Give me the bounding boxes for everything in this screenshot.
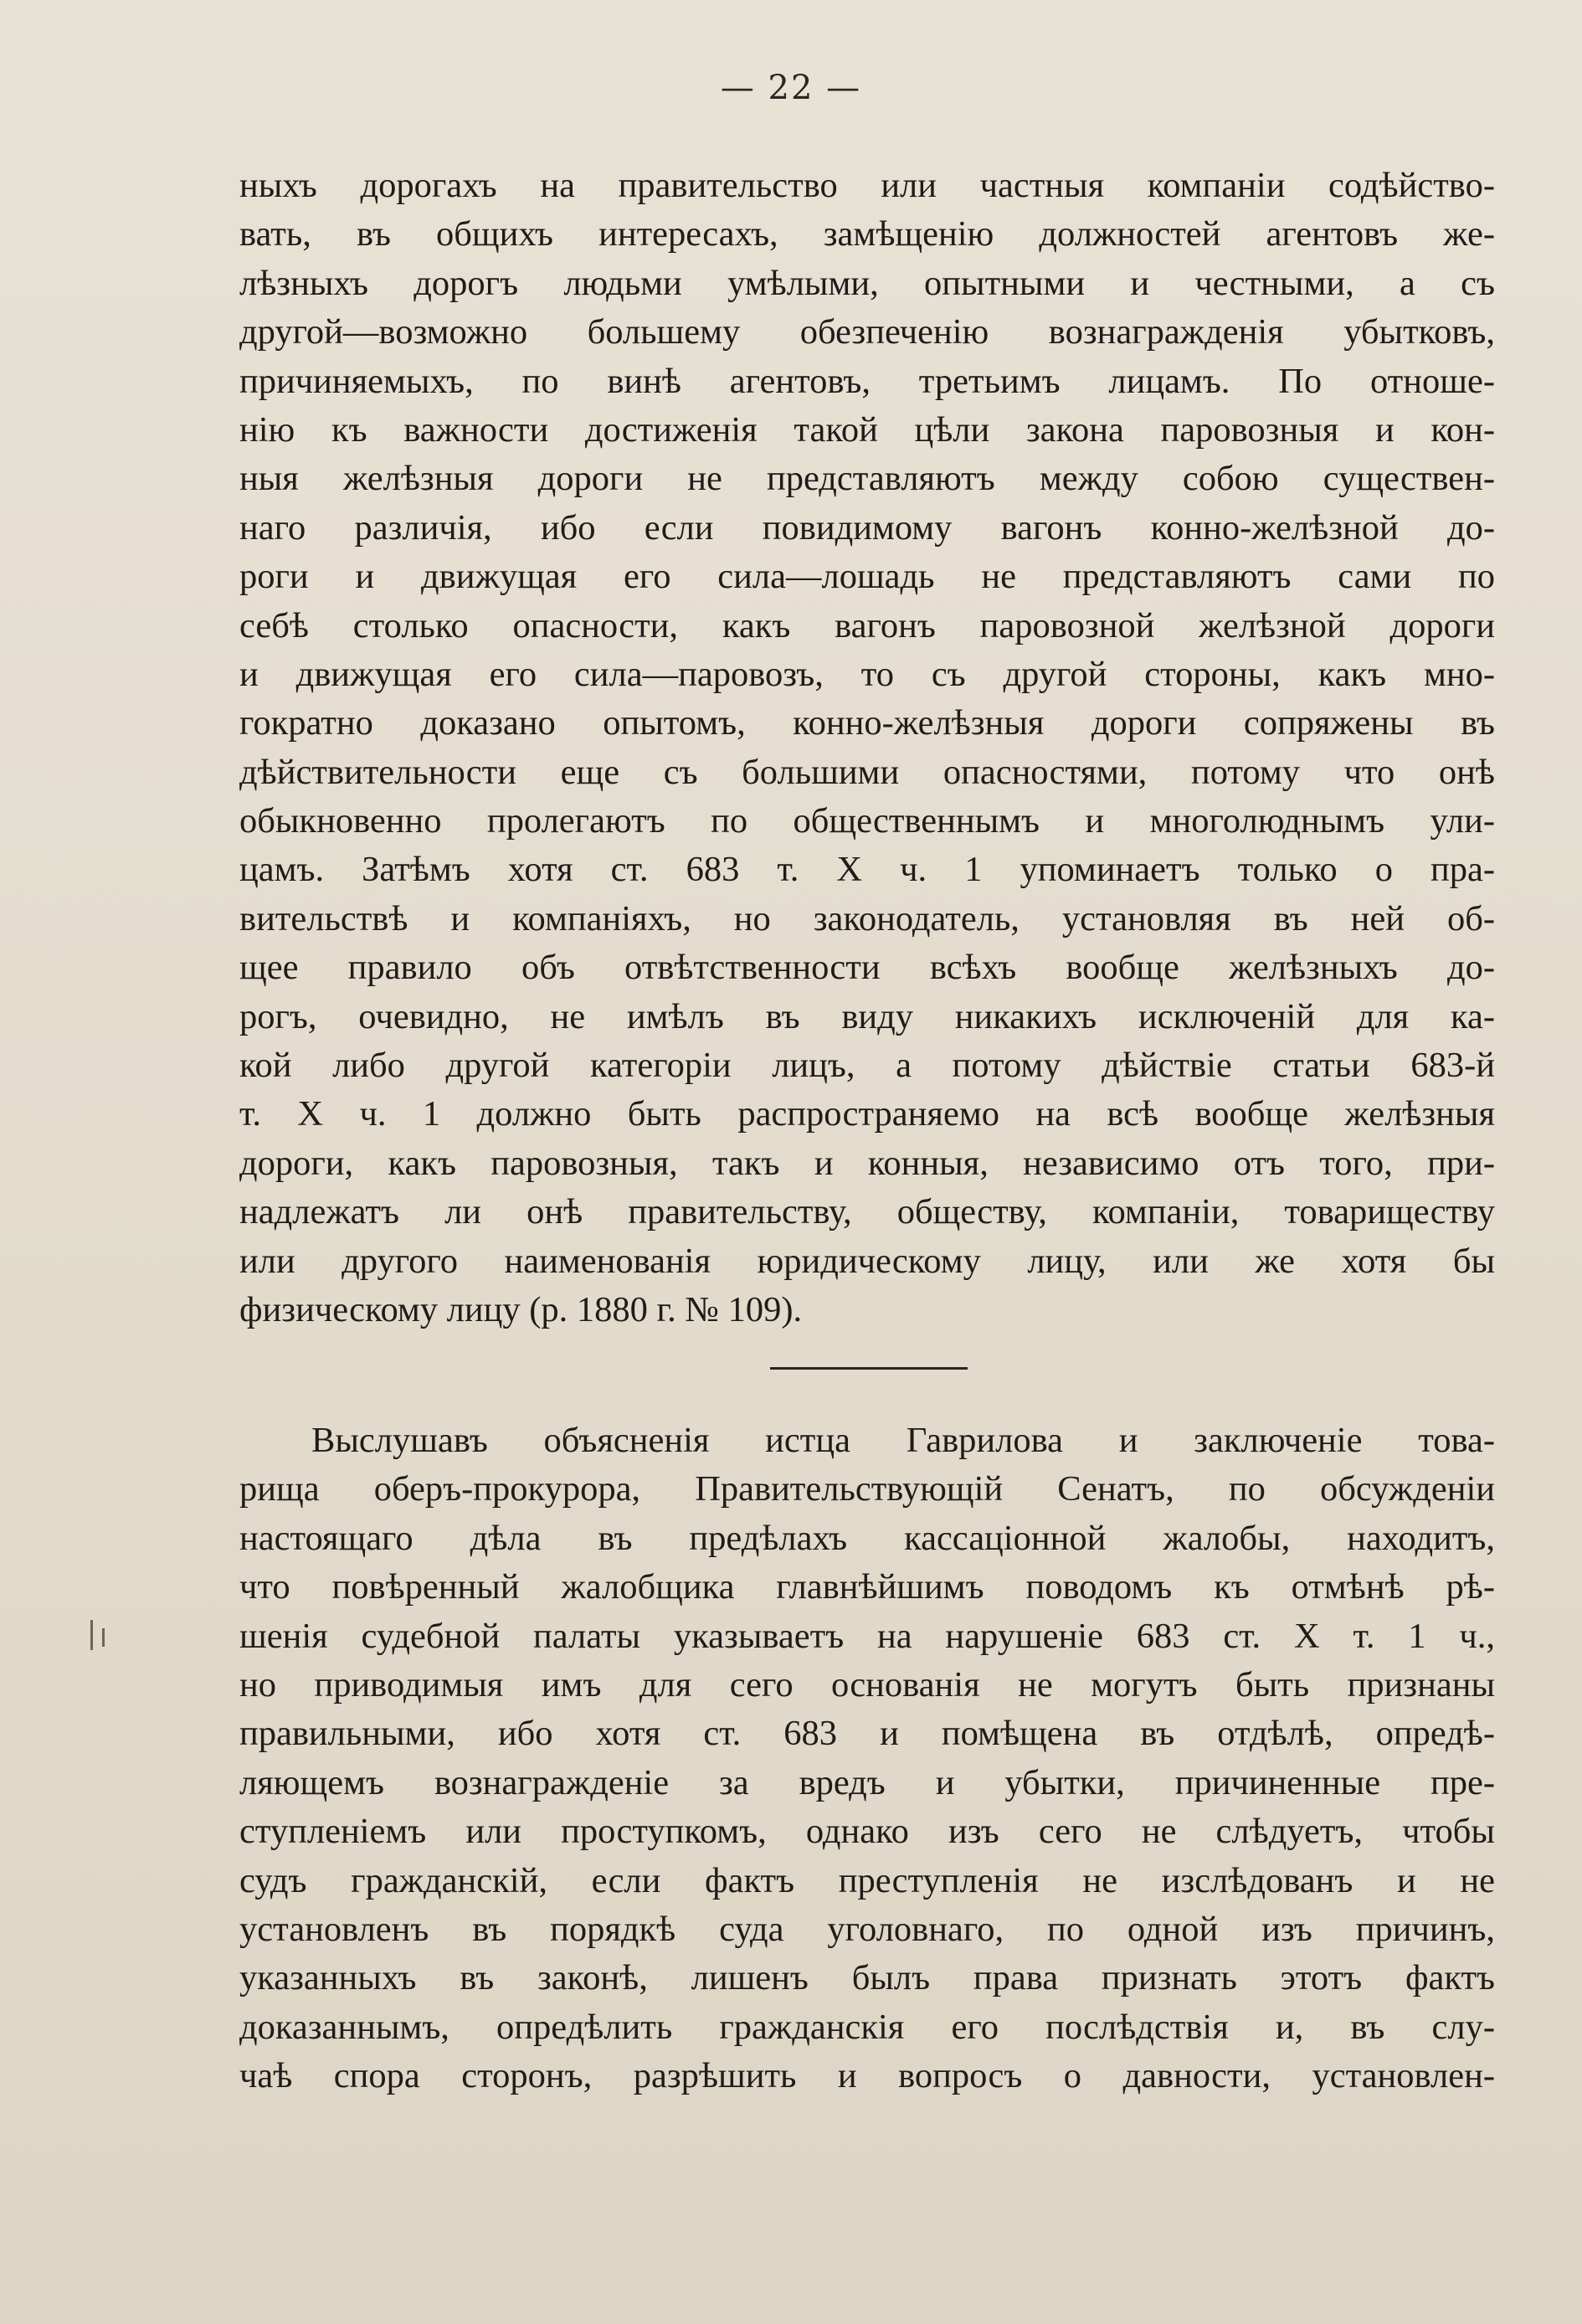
- text-line: ступленіемъ или проступкомъ, однако изъ сего не слѣдуетъ, чтобы: [239, 1812, 1495, 1852]
- text-line: роги и движущая его сила—лошадь не представляютъ сами по: [239, 557, 1495, 597]
- paragraph-2: [239, 1417, 1495, 2100]
- page-number: — 22 —: [720, 69, 862, 107]
- text-line: физическому лицу (р. 1880 г. № 109).: [239, 1289, 803, 1329]
- text-line: что повѣренный жалобщика главнѣйшимъ поводомъ къ отмѣнѣ рѣ-: [239, 1567, 1495, 1607]
- text-line: настоящаго дѣла въ предѣлахъ кассаціонной жалобы, находитъ,: [239, 1518, 1495, 1558]
- text-line: рогъ, очевидно, не имѣлъ въ виду никакихъ исключеній для ка-: [239, 996, 1495, 1036]
- text-line: ныя желѣзныя дороги не представляютъ между собою существен-: [239, 459, 1495, 499]
- text-line: рища оберъ-прокурора, Правительствующій Сенатъ, по обсужденіи: [239, 1469, 1495, 1509]
- text-line: лѣзныхъ дорогъ людьми умѣлыми, опытными и честными, а съ: [239, 263, 1495, 303]
- text-line: дороги, какъ паровозныя, такъ и конныя, независимо отъ того, при-: [239, 1143, 1495, 1183]
- text-line: доказаннымъ, опредѣлить гражданскія его послѣдствія и, въ слу-: [239, 2007, 1495, 2047]
- text-line: вительствѣ и компаніяхъ, но законодатель, установляя въ ней об-: [239, 898, 1495, 938]
- text-line: но приводимыя имъ для сего основанія не могутъ быть признаны: [239, 1664, 1495, 1704]
- text-line: дѣйствительности еще съ большими опасностями, потому что онѣ: [239, 752, 1495, 792]
- text-line: указанныхъ въ законѣ, лишенъ былъ права признать этотъ фактъ: [239, 1958, 1495, 1998]
- margin-mark: [90, 1620, 93, 1650]
- text-line: цамъ. Затѣмъ хотя ст. 683 т. X ч. 1 упоминаетъ только о пра-: [239, 850, 1495, 890]
- text-line: обыкновенно пролегаютъ по общественнымъ и многолюднымъ ули-: [239, 801, 1495, 841]
- text-line: наго различія, ибо если повидимому вагонъ конно-желѣзной до-: [239, 507, 1495, 548]
- text-line: себѣ столько опасности, какъ вагонъ паровозной желѣзной дороги: [239, 605, 1495, 645]
- text-line: правильными, ибо хотя ст. 683 и помѣщена въ отдѣлѣ, опредѣ-: [239, 1714, 1495, 1754]
- text-line: щее правило объ отвѣтственности всѣхъ вообще желѣзныхъ до-: [239, 948, 1495, 988]
- text-line: ныхъ дорогахъ на правительство или частныя компаніи содѣйство-: [239, 166, 1495, 205]
- paragraph-1: [239, 162, 1495, 1334]
- text-line: установленъ въ порядкѣ суда уголовнаго, по одной изъ причинъ,: [239, 1909, 1495, 1949]
- text-line: нію къ важности достиженія такой цѣли закона паровозныя и кон-: [239, 409, 1495, 450]
- text-line: вать, въ общихъ интересахъ, замѣщенію должностей агентовъ же-: [239, 214, 1495, 255]
- text-line: гократно доказано опытомъ, конно-желѣзныя дороги сопряжены въ: [239, 703, 1495, 743]
- text-line: причиняемыхъ, по винѣ агентовъ, третьимъ лицамъ. По отноше-: [239, 361, 1495, 401]
- text-line: кой либо другой категоріи лицъ, а потому дѣйствіе статьи 683-й: [239, 1046, 1495, 1086]
- text-line: Выслушавъ объясненія истца Гаврилова и заключеніе това-: [311, 1421, 1495, 1460]
- text-line: т. X ч. 1 должно быть распространяемо на всѣ вообще желѣзныя: [239, 1094, 1495, 1134]
- margin-mark: [102, 1628, 105, 1647]
- section-divider: [770, 1367, 968, 1370]
- text-line: ляющемъ вознагражденіе за вредъ и убытки, причиненные пре-: [239, 1762, 1495, 1802]
- text-line: другой—возможно большему обезпеченію вознагражденія убытковъ,: [239, 312, 1495, 352]
- text-line: надлежатъ ли онѣ правительству, обществу, компаніи, товариществу: [239, 1192, 1495, 1232]
- text-line: или другого наименованія юридическому лицу, или же хотя бы: [239, 1241, 1495, 1281]
- text-line: шенія судебной палаты указываетъ на нарушеніе 683 ст. X т. 1 ч.,: [239, 1616, 1495, 1656]
- text-line: судъ гражданскій, если фактъ преступленія не изслѣдованъ и не: [239, 1860, 1495, 1900]
- text-line: и движущая его сила—паровозъ, то съ другой стороны, какъ мно-: [239, 654, 1495, 694]
- text-line: чаѣ спора сторонъ, разрѣшить и вопросъ о давности, установлен-: [239, 2056, 1495, 2096]
